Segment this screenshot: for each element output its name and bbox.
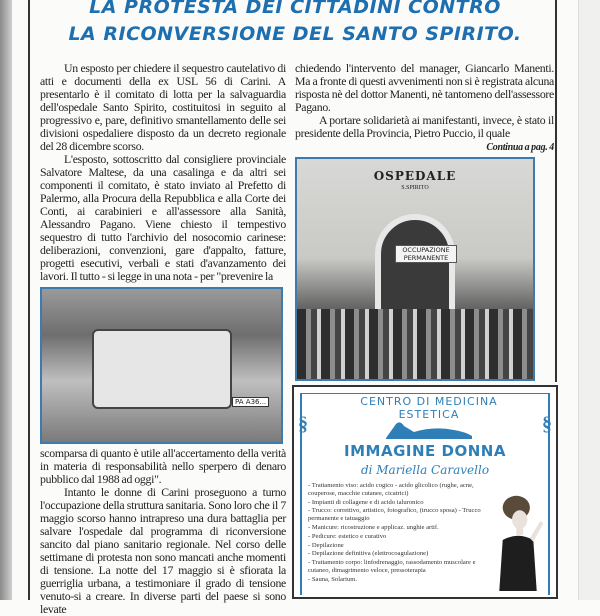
ad-brand: IMMAGINE DONNA xyxy=(344,442,506,460)
title-line-2: LA RICONVERSIONE DEL SANTO SPIRITO. xyxy=(68,23,522,45)
paragraph: Un esposto per chiedere il sequestro cautelativo di atti e documenti della ex USL 56 di Carini. A presentarlo è il comitato di lotta per la salvaguardia dell'ospedale Santo Spirito, costituitosi in seguito al progressivo e, pare, definitivo smantellamento delle sei divisioni ospedaliere disposto da un decreto regionale del 28 dicembre scorso. xyxy=(40,61,286,153)
crowd xyxy=(297,309,533,379)
photo-burned-vehicle xyxy=(40,287,283,444)
paragraph: A portare solidarietà ai manifestanti, invece, è stato il presidente della Provincia, Pietro Puccio, il quale xyxy=(295,113,554,140)
service-item: - Sauna, Solarium. xyxy=(308,575,358,583)
service-item: - Manicure: ricostruzione e applicaz. unghie artif. xyxy=(308,523,439,531)
woman-illustration xyxy=(484,485,552,595)
column-left-top xyxy=(40,62,286,283)
paragraph: scomparsa di quanto è utile all'accertamento della verità in materia di responsabilità nello sperpero di denaro pubblico dal 1988 ad oggi". xyxy=(40,446,286,486)
paragraph: chiedendo l'intervento del manager, Giancarlo Manenti. Ma a fronte di questi avvenimenti non si è registrata alcuna risposta nè del dottor Manenti, nè tantomeno dell'assessore Pagano. xyxy=(295,61,554,114)
column-left-bottom xyxy=(40,447,286,616)
swirl-ornament-icon: § xyxy=(298,413,308,435)
ad-owner: di Mariella Caravello xyxy=(360,463,490,477)
service-item: - Depilazione definitiva (elettrocoagulazione) xyxy=(308,550,429,558)
vehicle-shape xyxy=(92,329,232,409)
protest-banner: OCCUPAZIONE PERMANENTE xyxy=(395,245,457,263)
services-list xyxy=(308,482,484,585)
scan-edge-right xyxy=(578,0,600,600)
service-item: - Trattamento corpo: linfodrenaggio, rassodamento muscolare e cutaneo, dimagrimento veloce, pressoterapia xyxy=(308,559,476,574)
hospital-sign: OSPEDALE xyxy=(373,169,457,183)
left-column xyxy=(40,62,286,616)
service-item: - Trattamento viso: acido cogico - acido glicolico (rughe, acne, couperose, macchie cutanee, cicatrici) xyxy=(308,482,474,497)
paragraph: Intanto le donne di Carini proseguono a turno l'occupazione della struttura sanitaria. Sono loro che il 7 maggio scorso hanno intrapreso una dura battaglia per salvare l'ospedale dal programma di riconversione sancito dal piano sanitario regionale. Nel corso delle settimane di protesta non sono mancati anche momenti di tensione. La notte del 17 maggio si è sfiorata la guerriglia urbana, a testimoniare il grado di tensione venuto-si a creare. In diverse parti del paese si sono levate xyxy=(40,485,286,616)
scan-edge-left xyxy=(0,0,12,600)
hospital-sign-sub: S.SPIRITO xyxy=(401,185,429,191)
advertisement xyxy=(292,385,558,599)
swirl-ornament-icon: § xyxy=(542,413,552,435)
page-frame-left xyxy=(28,0,30,600)
right-column xyxy=(292,62,558,599)
paragraph: L'esposto, sottoscritto dal consigliere provinciale Salvatore Maltese, da una casalinga e da altri sei componenti il comitato, è stato inviato al Prefetto di Palermo, alla Procura della Repubblica e alla Corte dei Conti, ai carabinieri e all'assessore alla Sanità, Alessandro Pagano. Viene chiesto il tempestivo sequestro di tutto l'archivio del nosocomio carinese: deliberazioni, convenzioni, gare d'appalto, fatture, progetti esecutivi, verbali e stati d'avanzamento dei lavori. Il tutto - si legge in una nota - per "prevenire la xyxy=(40,152,286,283)
continued-note: Continua a pag. 4 xyxy=(486,142,554,153)
article-title xyxy=(60,0,530,48)
title-line-1: LA PROTESTA DEI CITTADINI CONTRO xyxy=(89,0,501,18)
service-item: - Trucco: correttivo, artistico, fotografico, (trucco sposa) - Trucco permanente e tatuaggio xyxy=(308,507,481,523)
photo-hospital-protest xyxy=(295,157,535,381)
license-plate: PA A36... xyxy=(232,397,269,407)
service-item: - Pedicure: estetico e curativo xyxy=(308,532,387,540)
column-right xyxy=(292,62,558,154)
reclining-woman-logo-icon xyxy=(384,420,474,440)
service-item: - Depilazione xyxy=(308,541,344,549)
ad-heading: CENTRO DI MEDICINA ESTETICA xyxy=(360,395,498,421)
service-item: - Impianti di collagene e di acido ialuronico xyxy=(308,498,424,506)
